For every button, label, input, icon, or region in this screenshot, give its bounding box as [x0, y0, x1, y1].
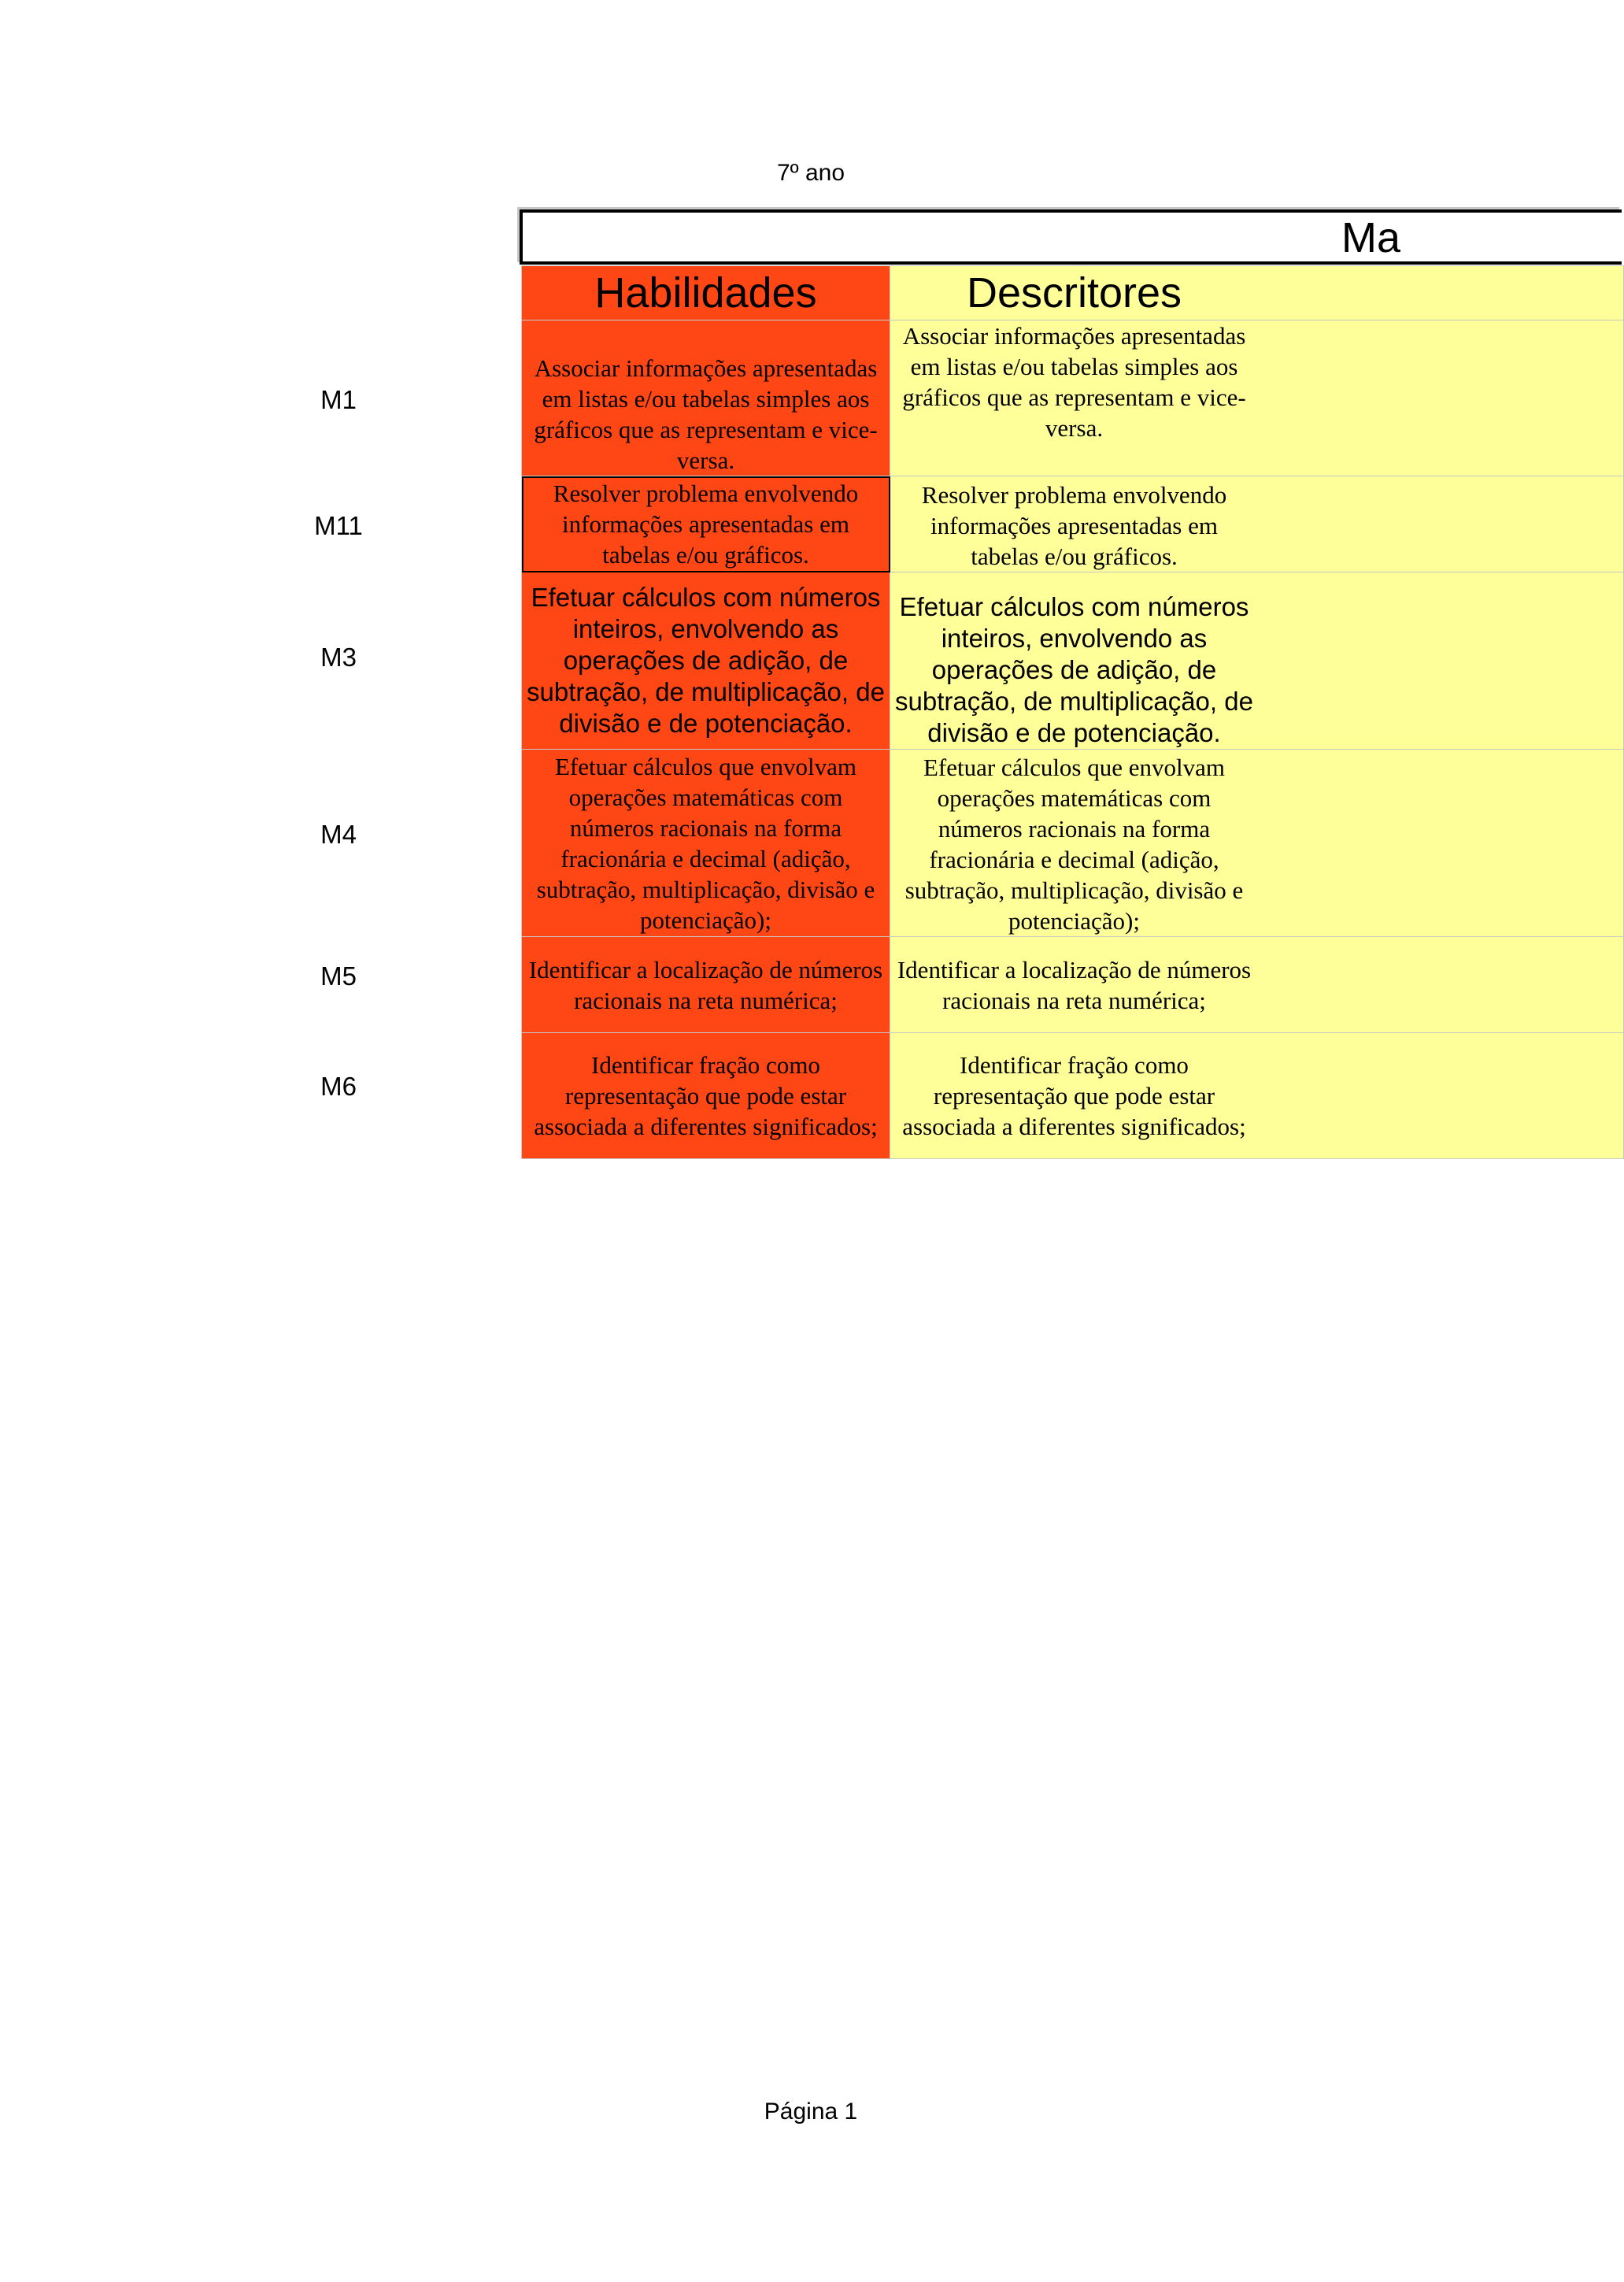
habilidade-cell: Identificar fração como representação que pode estar associada a diferentes significados;	[522, 1033, 890, 1159]
row-code: M1	[320, 385, 357, 414]
descritor-cell: Associar informações apresentadas em listas e/ou tabelas simples aos gráficos que as representam e vice-versa.	[890, 320, 1624, 476]
page-number: Página 1	[764, 2099, 858, 2125]
row-code: M4	[320, 820, 357, 849]
descritor-cell: Efetuar cálculos que envolvam operações matemáticas com números racionais na forma fracionária e decimal (adição, subtração, multiplicação, divisão e potenciação);	[890, 750, 1624, 937]
habilidade-cell: Resolver problema envolvendo informações apresentadas em tabelas e/ou gráficos.	[522, 476, 890, 572]
descritor-cell: Identificar fração como representação que pode estar associada a diferentes significados;	[890, 1033, 1624, 1159]
descritor-cell: Identificar a localização de números racionais na reta numérica;	[890, 937, 1624, 1033]
table-row	[522, 937, 1624, 1033]
row-code: M11	[314, 511, 363, 540]
header-habilidades: Habilidades	[522, 266, 890, 320]
habilidade-cell: Efetuar cálculos com números inteiros, envolvendo as operações de adição, de subtração, de multiplicação, de divisão e de potenciação.	[522, 572, 890, 750]
row-code: M5	[320, 961, 357, 991]
skills-table	[521, 265, 1624, 1159]
descritor-cell: Efetuar cálculos com números inteiros, envolvendo as operações de adição, de subtração, de multiplicação, de divisão e de potenciação.	[890, 572, 1624, 750]
table-title-bar	[520, 209, 1622, 265]
header-descritores: Descritores	[890, 266, 1624, 320]
table-row	[522, 320, 1624, 476]
table-row	[522, 750, 1624, 937]
table-header-row	[522, 266, 1624, 320]
grade-label: 7º ano	[776, 160, 845, 186]
table-title-fragment: Ma	[1341, 214, 1401, 261]
row-code: M3	[320, 643, 357, 672]
habilidade-cell: Identificar a localização de números racionais na reta numérica;	[522, 937, 890, 1033]
table-row	[522, 572, 1624, 750]
table-row	[522, 476, 1624, 572]
descritor-cell: Resolver problema envolvendo informações apresentadas em tabelas e/ou gráficos.	[890, 476, 1624, 572]
habilidade-cell: Efetuar cálculos que envolvam operações matemáticas com números racionais na forma fracionária e decimal (adição, subtração, multiplicação, divisão e potenciação);	[522, 750, 890, 937]
habilidade-cell: Associar informações apresentadas em listas e/ou tabelas simples aos gráficos que as representam e vice-versa.	[522, 320, 890, 476]
row-code: M6	[320, 1072, 357, 1101]
table-row	[522, 1033, 1624, 1159]
